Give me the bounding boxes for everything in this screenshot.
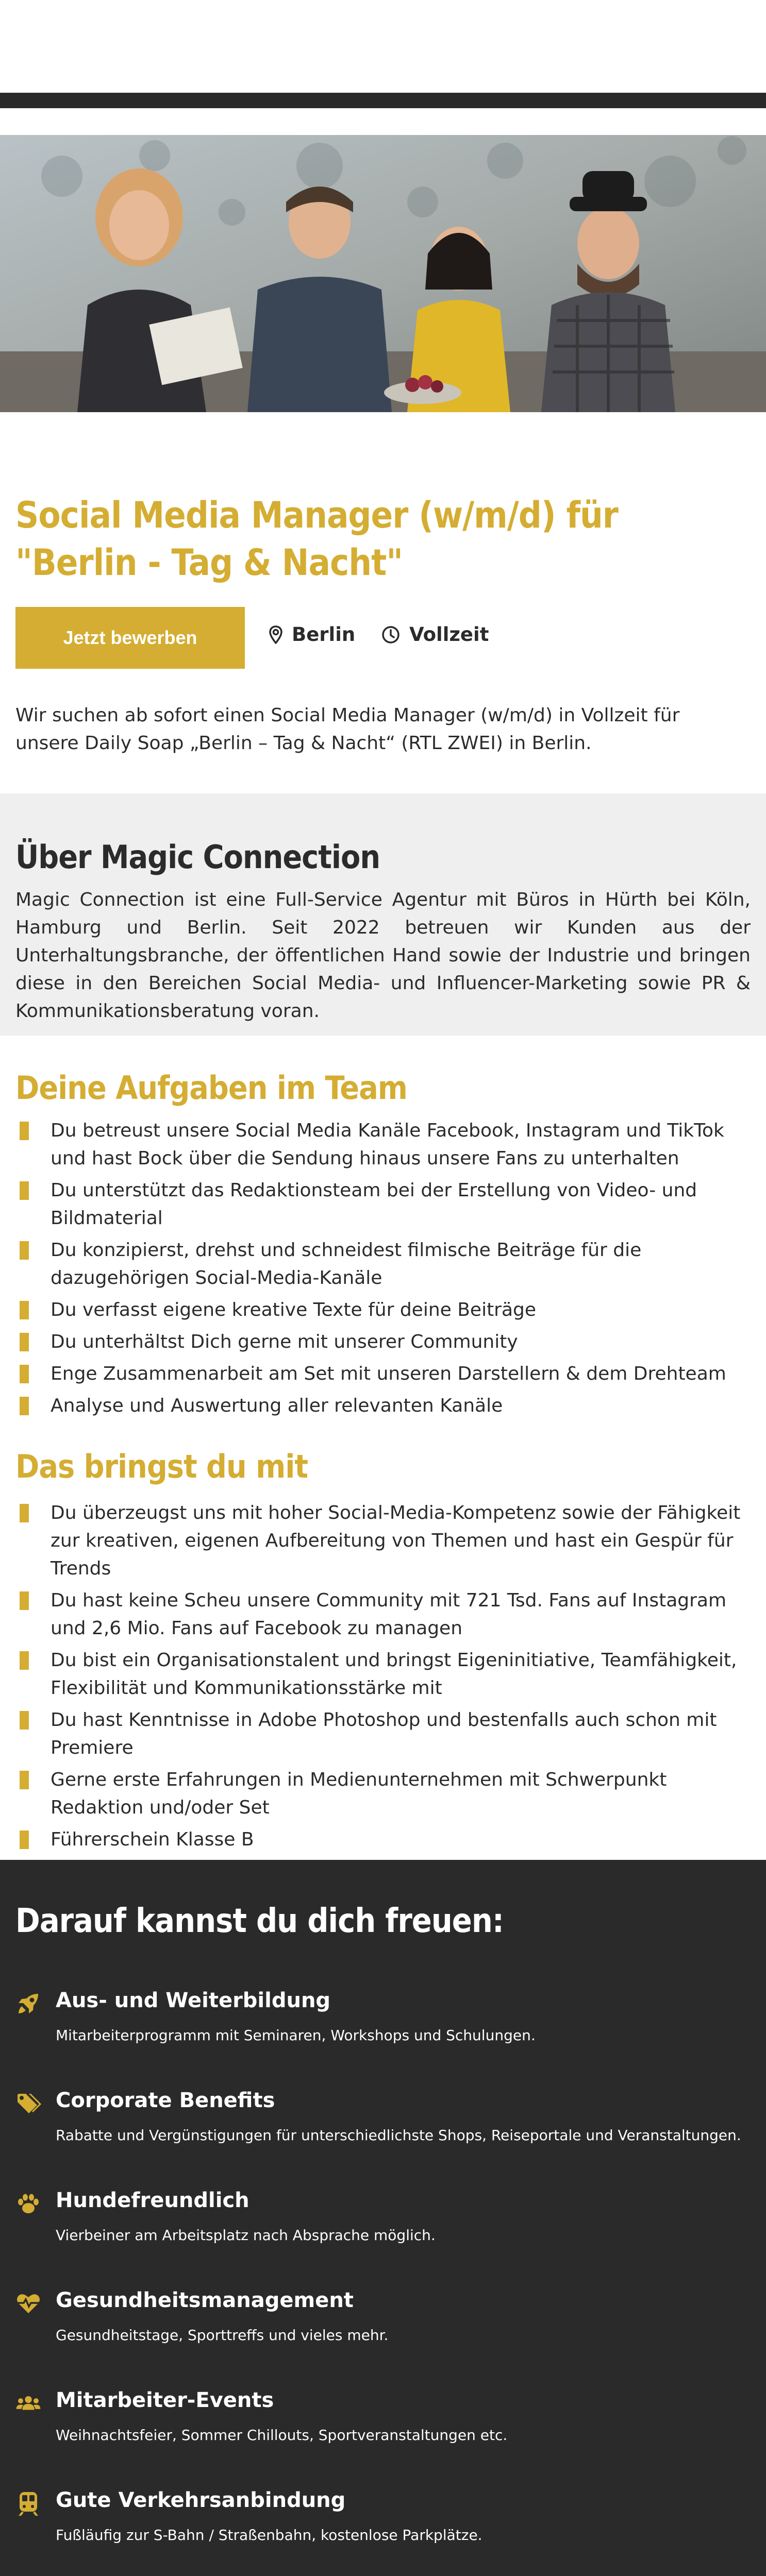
heartbeat-icon (15, 2291, 41, 2316)
list-item: Analyse und Auswertung aller relevanten Kanäle (15, 1392, 747, 1420)
about-section (0, 793, 766, 1036)
list-item: Enge Zusammenarbeit am Set mit unseren Darstellern & dem Drehteam (15, 1360, 747, 1388)
list-item: Führerschein Klasse B (15, 1826, 747, 1854)
subway-icon (15, 2490, 41, 2516)
benefit-title: Gesundheitsmanagement (56, 2289, 354, 2312)
bullet-marker (20, 1591, 29, 1610)
benefit-title: Gute Verkehrsanbindung (56, 2488, 346, 2512)
top-bar (0, 93, 766, 108)
benefit-description: Fußläufig zur S-Bahn / Straßenbahn, kostenlose Parkplätze. (56, 2527, 482, 2544)
bullet-marker (20, 1122, 29, 1140)
job-employment-type (381, 623, 489, 646)
bullet-marker (20, 1333, 29, 1351)
job-title: Social Media Manager (w/m/d) für "Berlin - Tag & Nacht" (15, 494, 618, 584)
benefit-title: Mitarbeiter-Events (56, 2388, 274, 2412)
benefit-description: Gesundheitstage, Sporttreffs und vieles mehr. (56, 2327, 389, 2344)
clock-icon (381, 625, 400, 644)
benefit-title: Aus- und Weiterbildung (56, 1989, 331, 2012)
rocket-icon (15, 1991, 41, 2016)
map-marker-icon (269, 625, 282, 644)
bullet-marker (20, 1504, 29, 1522)
about-text: Magic Connection ist eine Full-Service Agentur mit Büros in Hürth bei Köln, Hamburg und Berlin. Seit 2022 betreuen wir Kunden aus der Unterhaltungsbranche, der öffentlichen Hand sowie der Industrie und bringen diese in den Bereichen Social Media- und Influencer-Marketing sowie PR & Kommunikationsberatung voran. (15, 889, 751, 1022)
list-item: Du verfasst eigene kreative Texte für deine Beiträge (15, 1296, 747, 1324)
tags-icon (15, 2091, 41, 2116)
benefit-description: Mitarbeiterprogramm mit Seminaren, Workshops und Schulungen. (56, 2027, 536, 2044)
benefits-heading: Darauf kannst du dich freuen: (15, 1902, 504, 1940)
apply-button-top[interactable]: Jetzt bewerben (15, 607, 245, 669)
bullet-marker (20, 1771, 29, 1789)
tasks-list (15, 1117, 747, 1424)
list-item: Du unterstützt das Redaktionsteam bei der Erstellung von Video- und Bildmaterial (15, 1177, 747, 1232)
list-item: Du konzipierst, drehst und schneidest filmische Beiträge für die dazugehörigen Social-Media-Kanäle (15, 1236, 747, 1292)
bullet-marker (20, 1181, 29, 1200)
list-item: Du betreust unsere Social Media Kanäle Facebook, Instagram und TikTok und hast Bock über die Sendung hinaus unsere Fans zu unterhalten (15, 1117, 747, 1173)
benefit-description: Weihnachtsfeier, Sommer Chillouts, Sportveranstaltungen etc. (56, 2427, 508, 2444)
bullet-marker (20, 1365, 29, 1383)
list-item: Du hast keine Scheu unsere Community mit 721 Tsd. Fans auf Instagram und 2,6 Mio. Fans auf Facebook zu managen (15, 1587, 747, 1642)
benefit-description: Vierbeiner am Arbeitsplatz nach Absprache möglich. (56, 2227, 436, 2244)
requirements-heading: Das bringst du mit (15, 1448, 308, 1485)
list-item: Du hast Kenntnisse in Adobe Photoshop und bestenfalls auch schon mit Premiere (15, 1706, 747, 1762)
bullet-marker (20, 1301, 29, 1319)
list-item: Du überzeugst uns mit hoher Social-Media-Kompetenz sowie der Fähigkeit zur kreativen, eigenen Aufbereitung von Themen und hast ein Gespür für Trends (15, 1499, 747, 1583)
users-icon (15, 2391, 41, 2416)
list-item: Du unterhältst Dich gerne mit unserer Community (15, 1328, 747, 1356)
paw-icon (15, 2191, 41, 2216)
benefit-title: Hundefreundlich (56, 2189, 249, 2212)
job-intro: Wir suchen ab sofort einen Social Media Manager (w/m/d) in Vollzeit für unsere Daily Soap „Berlin – Tag & Nacht“ (RTL ZWEI) in Berlin. (15, 705, 680, 754)
bullet-marker (20, 1241, 29, 1260)
tasks-heading: Deine Aufgaben im Team (15, 1069, 407, 1107)
list-item: Du bist ein Organisationstalent und bringst Eigeninitiative, Teamfähigkeit, Flexibilität und Kommunikationsstärke mit (15, 1647, 747, 1702)
job-location (269, 623, 355, 646)
job-location-label: Berlin (292, 623, 356, 646)
bullet-marker (20, 1651, 29, 1670)
about-heading: Über Magic Connection (15, 838, 380, 876)
list-item: Gerne erste Erfahrungen in Medienunternehmen mit Schwerpunkt Redaktion und/oder Set (15, 1766, 747, 1822)
bullet-marker (20, 1711, 29, 1730)
job-employment-type-label: Vollzeit (409, 623, 489, 646)
hero-image (0, 135, 766, 412)
benefit-title: Corporate Benefits (56, 2089, 275, 2112)
benefits-section (0, 1860, 766, 2576)
benefit-description: Rabatte und Vergünstigungen für unterschiedlichste Shops, Reiseportale und Veranstaltungen. (56, 2127, 741, 2144)
bullet-marker (20, 1397, 29, 1415)
bullet-marker (20, 1831, 29, 1849)
requirements-list (15, 1499, 747, 1858)
